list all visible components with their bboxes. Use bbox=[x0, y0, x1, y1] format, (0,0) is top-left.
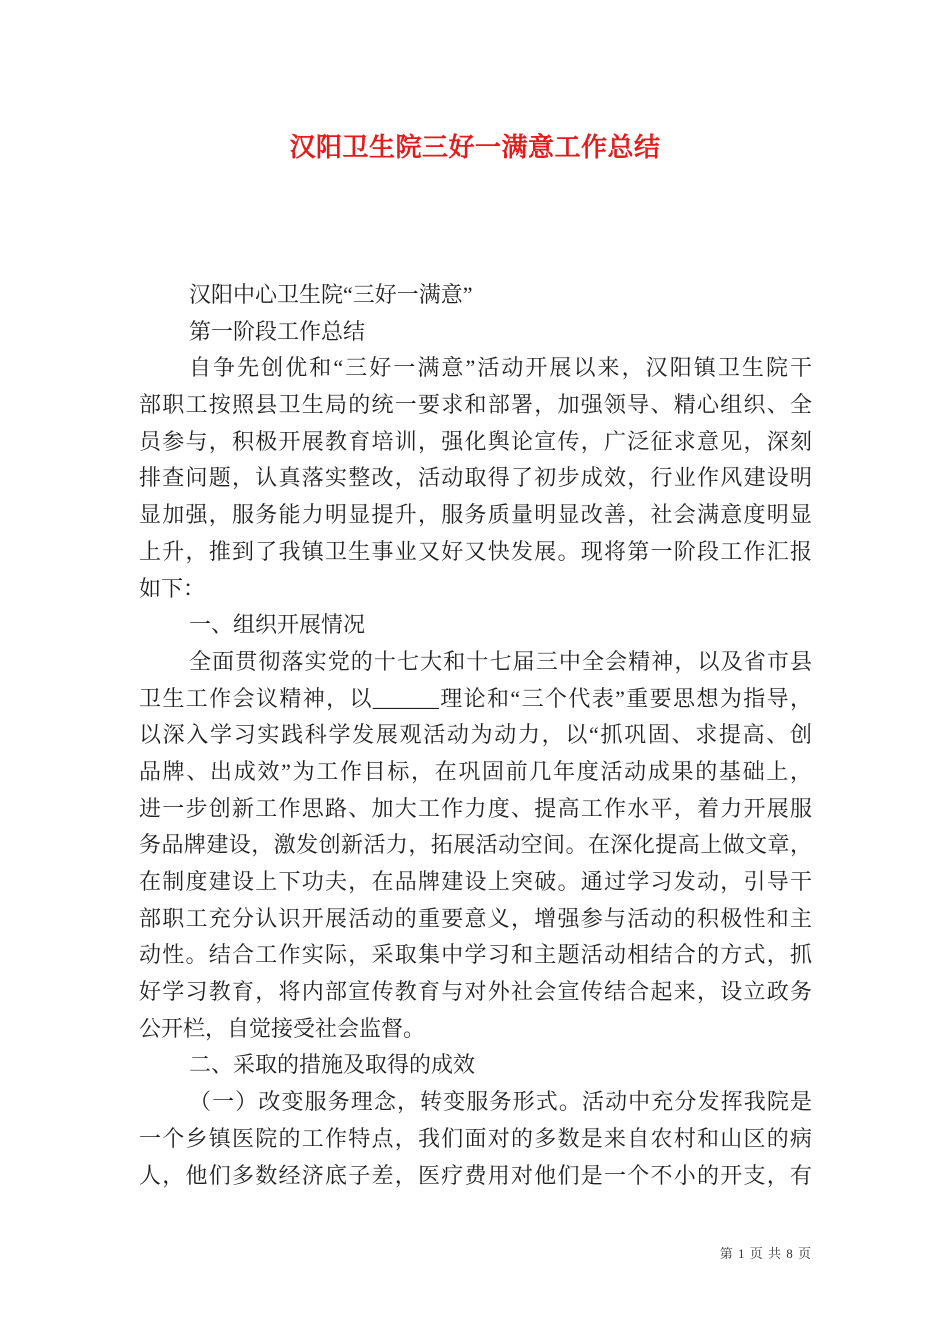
text-line: 上升，推到了我镇卫生事业又好又快发展。现将第一阶段工作汇报 bbox=[139, 538, 812, 564]
text-line: 品牌、出成效”为工作目标，在巩固前几年度活动成果的基础上， bbox=[139, 758, 812, 784]
text-line: （一）改变服务理念，转变服务形式。活动中充分发挥我院是 bbox=[189, 1089, 812, 1115]
text-line: 排查问题，认真落实整改，活动取得了初步成效，行业作风建设明 bbox=[139, 465, 812, 491]
text-line: 员参与，积极开展教育培训，强化舆论宣传，广泛征求意见，深刻 bbox=[139, 428, 812, 454]
text-line: 全面贯彻落实党的十七大和十七届三中全会精神，以及省市县 bbox=[189, 648, 812, 674]
text-line: 进一步创新工作思路、加大工作力度、提高工作水平，着力开展服 bbox=[139, 795, 812, 821]
text-line: 部职工按照县卫生局的统一要求和部署，加强领导、精心组织、全 bbox=[139, 392, 812, 418]
text-line: 在制度建设上下功夫，在品牌建设上突破。通过学习发动，引导干 bbox=[139, 869, 812, 894]
text-line: 动性。结合工作实际，采取集中学习和主题活动相结合的方式，抓 bbox=[139, 942, 812, 968]
text-line: 一个乡镇医院的工作特点，我们面对的多数是来自农村和山区的病 bbox=[139, 1125, 812, 1151]
text-line: 卫生工作会议精神，以______理论和“三个代表”重要思想为指导， bbox=[139, 685, 812, 711]
text-line: 显加强，服务能力明显提升，服务质量明显改善，社会满意度明显 bbox=[139, 502, 812, 528]
text-line: 汉阳中心卫生院“三好一满意” bbox=[189, 282, 473, 307]
text-line: 好学习教育，将内部宣传教育与对外社会宣传结合起来，设立政务 bbox=[139, 979, 812, 1005]
text-line: 第一阶段工作总结 bbox=[189, 318, 366, 344]
text-line: 一、组织开展情况 bbox=[189, 612, 366, 638]
text-line: 务品牌建设，激发创新活力，拓展活动空间。在深化提高上做文章， bbox=[139, 832, 812, 858]
text-line: 公开栏，自觉接受社会监督。 bbox=[139, 1015, 426, 1041]
document-title: 汉阳卫生院三好一满意工作总结 bbox=[289, 133, 661, 162]
page-number-footer: 第 1 页 共 8 页 bbox=[719, 1246, 812, 1261]
text-line: 二、采取的措施及取得的成效 bbox=[189, 1052, 476, 1078]
text-line: 人，他们多数经济底子差，医疗费用对他们是一个不小的开支，有 bbox=[139, 1162, 812, 1188]
document-body bbox=[139, 277, 812, 1194]
text-line: 自争先创优和“三好一满意”活动开展以来，汉阳镇卫生院干 bbox=[189, 355, 812, 381]
text-line: 以深入学习实践科学发展观活动为动力，以“抓巩固、求提高、创 bbox=[139, 722, 812, 748]
text-line: 如下： bbox=[139, 575, 206, 601]
text-line: 部职工充分认识开展活动的重要意义，增强参与活动的积极性和主 bbox=[139, 905, 812, 931]
